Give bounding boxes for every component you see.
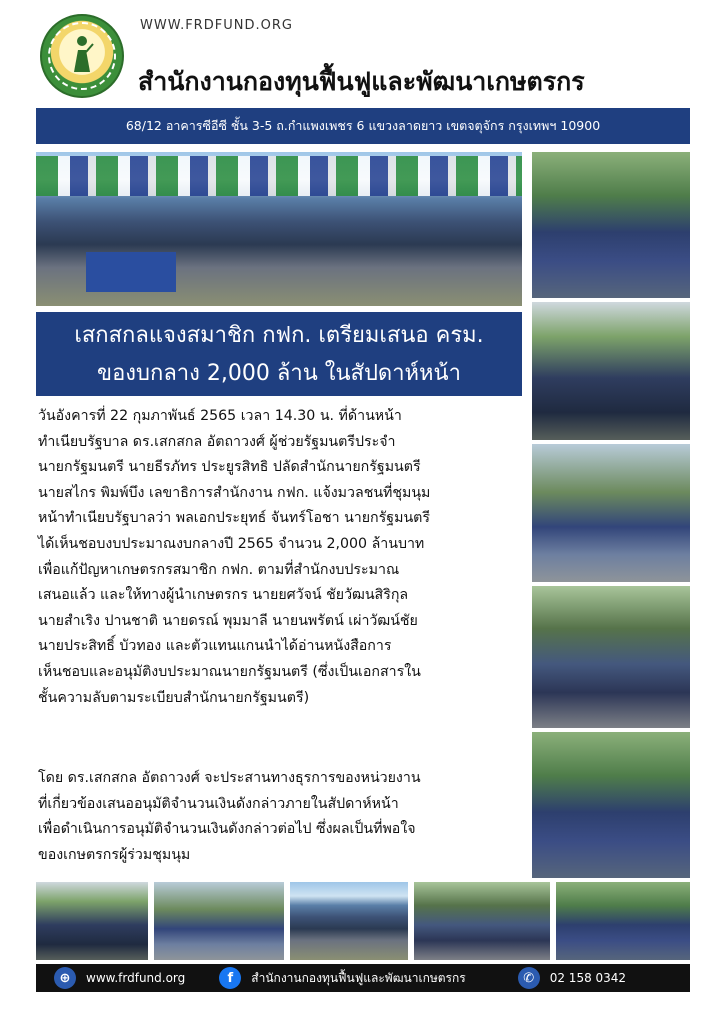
body-line: ชั้นความลับตามระเบียบสำนักนายกรัฐมนตรี) — [38, 689, 310, 706]
headline-line-1: เสกสกลแจงสมาชิก กฟก. เตรียมเสนอ ครม. — [74, 323, 484, 348]
address-bar — [36, 108, 690, 144]
bottom-photo-2 — [154, 882, 284, 960]
footer-facebook[interactable]: สำนักงานกองทุนฟื้นฟูและพัฒนาเกษตรกร — [251, 970, 466, 985]
header-website: WWW.FRDFUND.ORG — [140, 18, 293, 33]
body-line: ของเกษตรกรผู้ร่วมชุมนุม — [38, 846, 191, 863]
bottom-photo-5 — [556, 882, 690, 960]
side-photo-speaker — [532, 152, 690, 298]
facebook-icon: f — [219, 967, 241, 989]
headline-line-2: ของบกลาง 2,000 ล้าน ในสัปดาห์หน้า — [97, 361, 461, 386]
body-line: เสนอแล้ว และให้ทางผู้นำเกษตรกร นายยศวัจน์ ชัยวัฒนสิริกุล — [38, 587, 409, 604]
body-line: ได้เห็นชอบงบประมาณงบกลางปี 2565 จำนวน 2,000 ล้านบาท — [38, 535, 425, 552]
globe-icon: ⊕ — [54, 967, 76, 989]
side-photo-official — [532, 302, 690, 440]
body-paragraph-2 — [38, 766, 524, 868]
body-line: เพื่อดำเนินการอนุมัติจำนวนเงินดังกล่าวต่อไป ซึ่งผลเป็นที่พอใจ — [38, 821, 416, 838]
side-photo-rally — [532, 732, 690, 878]
frdfund-logo — [40, 14, 124, 98]
body-line: นายสไกร พิมพ์บึง เลขาธิการสำนักงาน กฟก. แจ้งมวลชนที่ชุมนุม — [38, 484, 431, 501]
news-headline — [36, 312, 522, 396]
body-line: นายประสิทธิ์ บัวทอง และตัวแทนแกนนำได้อ่านหนังสือการ — [38, 638, 392, 655]
address-text: 68/12 อาคารซีอีซี ชั้น 3-5 ถ.กำแพงเพชร 6 แขวงลาดยาว เขตจตุจักร กรุงเทพฯ 10900 — [125, 118, 601, 133]
body-line: นายกรัฐมนตรี นายธีรภัทร ประยูรสิทธิ ปลัดสำนักนายกรัฐมนตรี — [38, 459, 421, 476]
bottom-photo-3 — [290, 882, 408, 960]
side-photo-meeting — [532, 444, 690, 582]
body-line: ที่เกี่ยวข้องเสนออนุมัติจำนวนเงินดังกล่าวภายในสัปดาห์หน้า — [38, 795, 399, 812]
main-photo-crowd — [36, 152, 522, 306]
logo-farmer-figure — [70, 34, 94, 74]
side-photo-crowd — [532, 586, 690, 728]
bottom-photo-1 — [36, 882, 148, 960]
footer-website[interactable]: www.frdfund.org — [86, 971, 186, 985]
phone-icon: ✆ — [518, 967, 540, 989]
body-line: หน้าทำเนียบรัฐบาลว่า พลเอกประยุทธ์ จันทร์โอชา นายกรัฐมนตรี — [38, 510, 430, 527]
body-line: โดย ดร.เสกสกล อัตถาวงศ์ จะประสานทางธุรการของหน่วยงาน — [38, 770, 421, 786]
footer-bar — [36, 964, 690, 992]
body-line: เพื่อแก้ปัญหาเกษตรกรสมาชิก กฟก. ตามที่สำนักงบประมาณ — [38, 561, 400, 578]
body-line: นายสำเริง ปานชาติ นายดรณ์ พุมมาลี นายนพรัตน์ เผ่าวัฒน์ชัย — [38, 612, 418, 629]
footer-phone[interactable]: 02 158 0342 — [549, 971, 627, 985]
bottom-photo-4 — [414, 882, 550, 960]
body-line: วันอังคารที่ 22 กุมภาพันธ์ 2565 เวลา 14.30 น. ที่ด้านหน้า — [38, 408, 402, 424]
photo-flags — [36, 156, 522, 196]
body-line: ทำเนียบรัฐบาล ดร.เสกสกล อัตถาวงศ์ ผู้ช่วยรัฐมนตรีประจำ — [38, 433, 396, 450]
photo-banner — [86, 252, 176, 292]
body-paragraph-1 — [38, 404, 524, 711]
body-line: เห็นชอบและอนุมัติงบประมาณนายกรัฐมนตรี (ซึ่งเป็นเอกสารใน — [38, 663, 421, 680]
organization-title: สำนักงานกองทุนฟื้นฟูและพัฒนาเกษตรกร — [138, 67, 585, 96]
